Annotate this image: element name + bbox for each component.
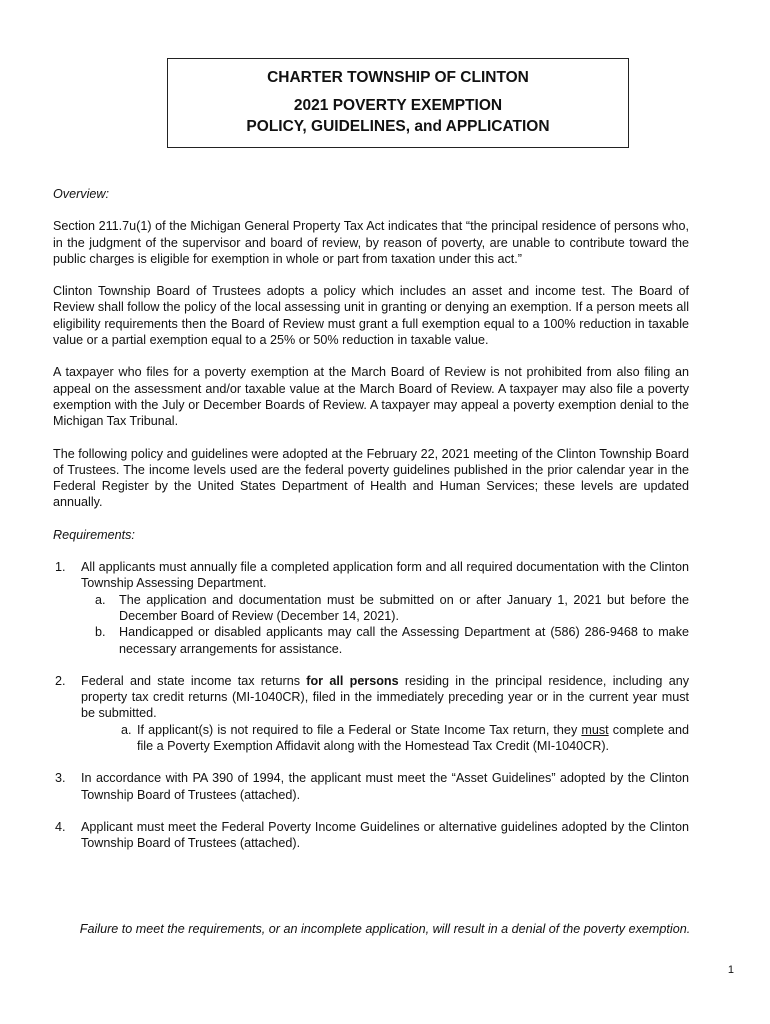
requirement-1 bbox=[53, 559, 689, 592]
overview-heading: Overview: bbox=[53, 187, 109, 201]
title-line2: 2021 POVERTY EXEMPTION bbox=[293, 97, 503, 114]
overview-paragraph-2: Clinton Township Board of Trustees adopts a policy which includes an asset and income test. The Board of Review shall follow the policy of the local assessing unit in granting or denying an exemption. If a person meets all eligibility requirements then the Board of Review must grant a full exemption equal to a 100% reduction in taxable value or a partial exemption equal to a 25% or 50% reduction in taxable value. bbox=[53, 284, 689, 348]
requirement-number: 2. bbox=[55, 673, 66, 688]
requirement-text: In accordance with PA 390 of 1994, the applicant must meet the “Asset Guidelines” adopted by the Clinton Township Board of Trustees (attached). bbox=[81, 771, 689, 802]
title-line3: POLICY, GUIDELINES, and APPLICATION bbox=[246, 118, 550, 135]
sub-item-letter: a. bbox=[121, 722, 132, 737]
document-body bbox=[53, 186, 689, 852]
requirement-2a bbox=[121, 722, 689, 755]
overview-paragraph-4: The following policy and guidelines were adopted at the February 22, 2021 meeting of the Clinton Township Board of Trustees. The income levels used are the federal poverty guidelines published in the prior calendar year in the Federal Register by the United States Department of Health and Human Services; these levels are updated annually. bbox=[53, 446, 689, 510]
emphasis-bold: for all persons bbox=[306, 673, 399, 688]
requirements-heading: Requirements: bbox=[53, 527, 135, 542]
emphasis-underline: must bbox=[581, 722, 609, 737]
page-number: 1 bbox=[727, 964, 734, 976]
requirement-number: 4. bbox=[55, 819, 66, 834]
overview-paragraph-1: Section 211.7u(1) of the Michigan General Property Tax Act indicates that “the principal residence of persons who, in the judgment of the supervisor and board of review, by reason of poverty, are unable to contribute toward the public charges is eligible for exemption in whole or part from taxation under this act.” bbox=[53, 219, 689, 266]
sub-item-text: If applicant(s) is not required to file a Federal or State Income Tax return, they must complete and file a Poverty Exemption Affidavit along with the Homestead Tax Credit (MI-1040CR). bbox=[137, 722, 689, 754]
requirement-text: Federal and state income tax returns for all persons residing in the principal residence, including any property tax credit returns (MI-1040CR), filed in the immediately preceding year or in the current year must be submitted. bbox=[81, 673, 689, 721]
overview-paragraph-3: A taxpayer who files for a poverty exemption at the March Board of Review is not prohibited from also filing an appeal on the assessment and/or taxable value at the March Board of Review. A taxpayer may also file a poverty exemption with the July or December Boards of Review. A taxpayer may appeal a poverty exemption denial to the Michigan Tax Tribunal. bbox=[53, 365, 689, 429]
requirement-1a bbox=[95, 592, 689, 625]
requirement-1b bbox=[95, 624, 689, 657]
requirement-3 bbox=[53, 770, 689, 803]
requirement-number: 3. bbox=[55, 771, 66, 786]
title-township: CHARTER TOWNSHIP OF CLINTON bbox=[267, 69, 529, 86]
requirement-2 bbox=[53, 673, 689, 722]
footer-warning: Failure to meet the requirements, or an incomplete application, will result in a denial of the poverty exemption. bbox=[79, 922, 691, 936]
sub-item-text: Handicapped or disabled applicants may call the Assessing Department at (586) 286-9468 to make necessary arrangements for assistance. bbox=[119, 625, 689, 656]
requirement-text: All applicants must annually file a completed application form and all required documentation with the Clinton Township Assessing Department. bbox=[81, 560, 689, 591]
sub-item-text: The application and documentation must be submitted on or after January 1, 2021 but before the December Board of Review (December 14, 2021). bbox=[119, 592, 689, 623]
title-exemption bbox=[168, 95, 628, 137]
requirement-4 bbox=[53, 819, 689, 852]
requirement-text: Applicant must meet the Federal Poverty Income Guidelines or alternative guidelines adopted by the Clinton Township Board of Trustees (attached). bbox=[81, 819, 689, 851]
requirement-number: 1. bbox=[55, 560, 66, 575]
sub-item-letter: a. bbox=[95, 592, 106, 607]
sub-item-letter: b. bbox=[95, 625, 106, 640]
title-box bbox=[167, 58, 629, 148]
